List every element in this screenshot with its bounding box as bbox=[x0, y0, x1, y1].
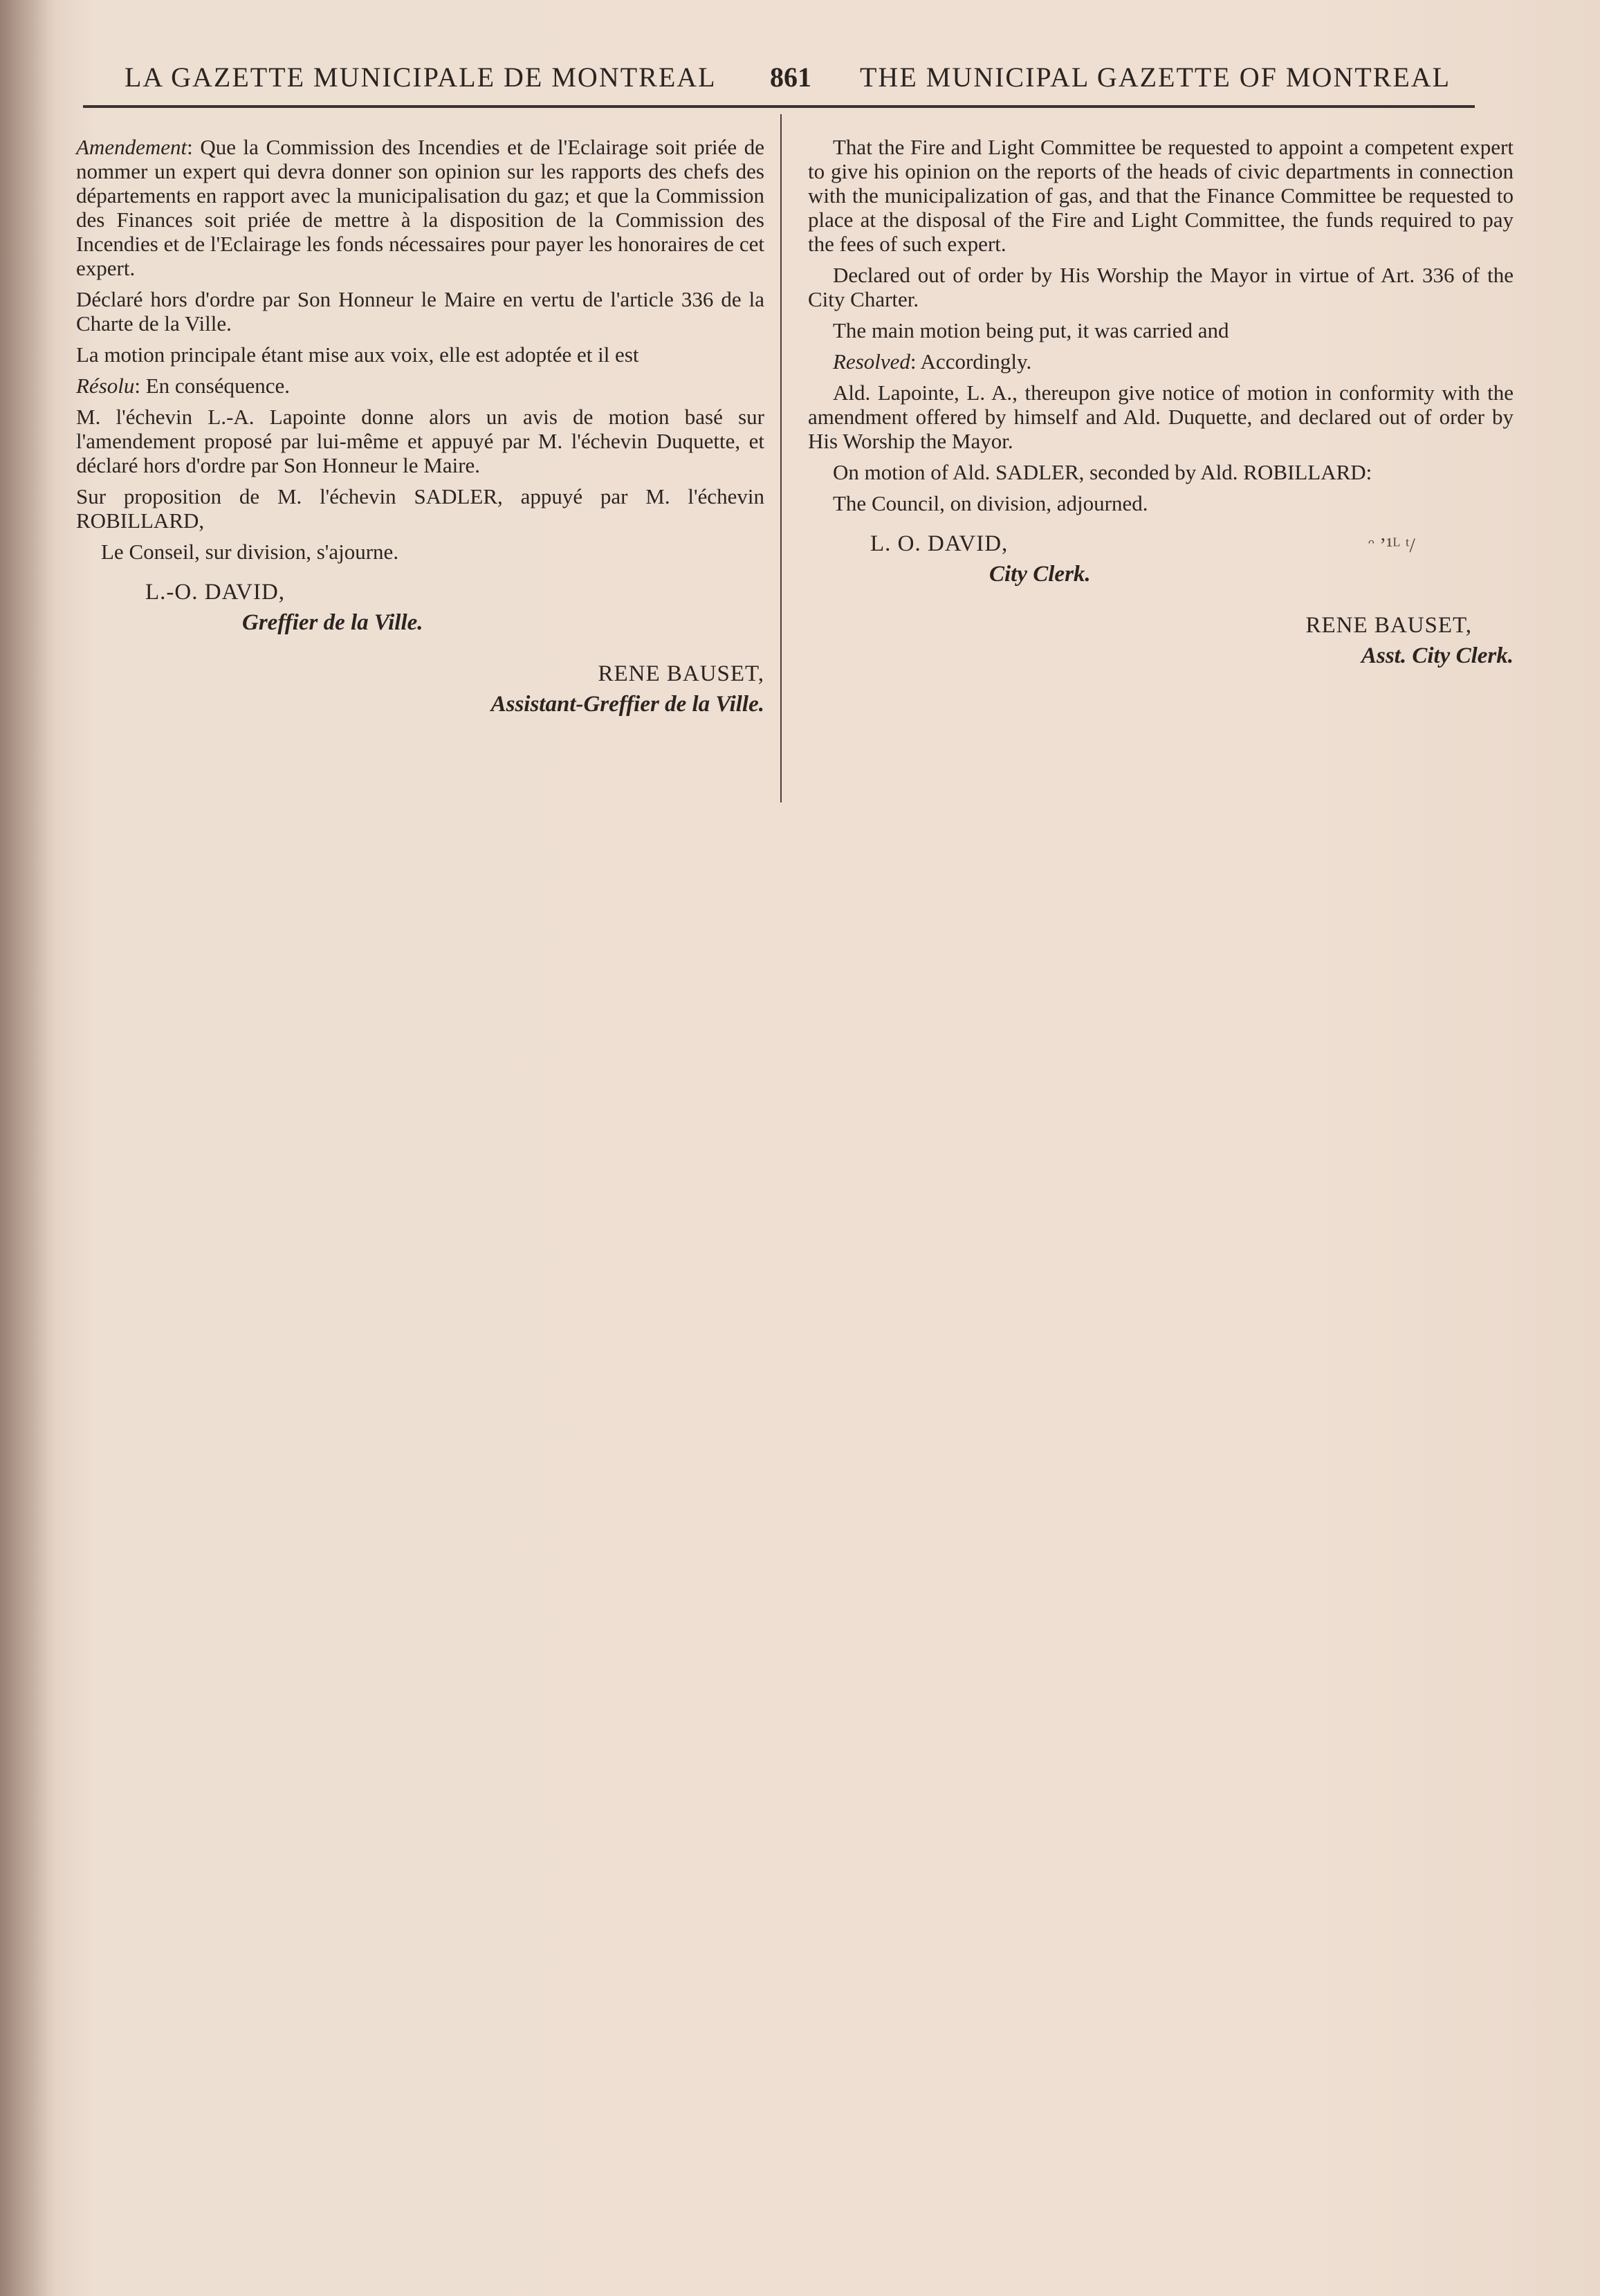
main-motion-paragraph: The main motion being put, it was carried and bbox=[833, 318, 1229, 342]
motion-paragraph: La motion principale étant mise aux voix, elle est adoptée et il est bbox=[76, 342, 639, 367]
header-rule bbox=[83, 105, 1475, 108]
column-divider bbox=[780, 114, 782, 802]
adjourned-paragraph: The Council, on division, adjourned. bbox=[833, 491, 1148, 515]
signature-assistant bbox=[76, 662, 764, 695]
ajourne-paragraph: Le Conseil, sur division, s'ajourne. bbox=[101, 540, 399, 564]
signature-name: RENE BAUSET, bbox=[1305, 613, 1472, 638]
french-column bbox=[76, 135, 764, 728]
amendement-text: : Que la Commission des Incendies et de l'Eclairage soit priée de nommer un expert qui devra donner son opinion sur les rapports des chefs des départements en rapport avec la municipalisation du gaz; et que la Commission des Finances soit priée de mettre à la disposition de la Commission des Incendies et de l'Eclairage les fonds nécessaires pour payer les honoraires de cet expert. bbox=[76, 135, 764, 280]
signature-city-clerk bbox=[808, 532, 1514, 565]
english-column bbox=[808, 135, 1514, 680]
signature-title: Asst. City Clerk. bbox=[1361, 643, 1514, 668]
signature-greffier-title bbox=[76, 610, 764, 647]
notice-motion-paragraph: Ald. Lapointe, L. A., thereupon give notice of motion in conformity with the amendment offered by himself and Ald. Duquette, and declared out of order by His Worship the Mayor. bbox=[808, 380, 1514, 453]
signature-assistant-title bbox=[76, 692, 764, 728]
header-english-title: THE MUNICIPAL GAZETTE OF MONTREAL bbox=[860, 62, 1451, 93]
amendement-label: Amendement bbox=[76, 135, 187, 159]
signature-asst-clerk bbox=[808, 614, 1514, 647]
signature-asst-clerk-title bbox=[808, 643, 1514, 680]
declare-paragraph: Déclaré hors d'ordre par Son Honneur le Maire en vertu de l'article 336 de la Charte de la Ville. bbox=[76, 287, 764, 336]
resolu-text: : En conséquence. bbox=[134, 374, 291, 398]
resolu-label: Résolu bbox=[76, 374, 135, 398]
resolved-label: Resolved bbox=[833, 349, 910, 374]
proposition-paragraph: Sur proposition de M. l'échevin SADLER, appuyé par M. l'échevin ROBILLARD, bbox=[76, 484, 764, 533]
resolu-paragraph bbox=[76, 374, 764, 398]
signature-title: City Clerk. bbox=[989, 562, 1091, 587]
resolved-paragraph bbox=[808, 349, 1514, 374]
running-header bbox=[125, 61, 1473, 102]
signature-city-clerk-title bbox=[808, 562, 1514, 598]
declared-paragraph: Declared out of order by His Worship the Mayor in virtue of Art. 336 of the City Charter. bbox=[808, 263, 1514, 311]
amendement-paragraph bbox=[76, 135, 764, 280]
signature-name: RENE BAUSET, bbox=[598, 661, 764, 686]
signature-title: Assistant-Greffier de la Ville. bbox=[490, 692, 764, 717]
signature-name: L.-O. DAVID, bbox=[145, 580, 286, 605]
avis-motion-paragraph: M. l'échevin L.-A. Lapointe donne alors un avis de motion basé sur l'amendement proposé par lui-même et appuyé par M. l'échevin Duquette, et déclaré hors d'ordre par Son Honneur le Maire. bbox=[76, 405, 764, 477]
on-motion-paragraph: On motion of Ald. SADLER, seconded by Ald. ROBILLARD: bbox=[833, 460, 1372, 484]
stray-ink-mark: ᵔ ʼ¹ᴸ ᵗ/ bbox=[1368, 534, 1415, 557]
page-number: 861 bbox=[770, 62, 811, 93]
resolved-text: : Accordingly. bbox=[910, 349, 1032, 374]
signature-title: Greffier de la Ville. bbox=[242, 610, 423, 635]
amendment-paragraph: That the Fire and Light Committee be requested to appoint a competent expert to give his opinion on the reports of the heads of civic departments in connection with the municipalization of gas, and that the Finance Committee be requested to place at the disposal of the Fire and Light Committee, the funds required to pay the fees of such expert. bbox=[808, 135, 1514, 256]
signature-name: L. O. DAVID, bbox=[870, 531, 1009, 556]
binding-gutter-shadow bbox=[0, 0, 55, 2296]
signature-greffier bbox=[76, 580, 764, 614]
header-french-title: LA GAZETTE MUNICIPALE DE MONTREAL bbox=[125, 62, 717, 93]
